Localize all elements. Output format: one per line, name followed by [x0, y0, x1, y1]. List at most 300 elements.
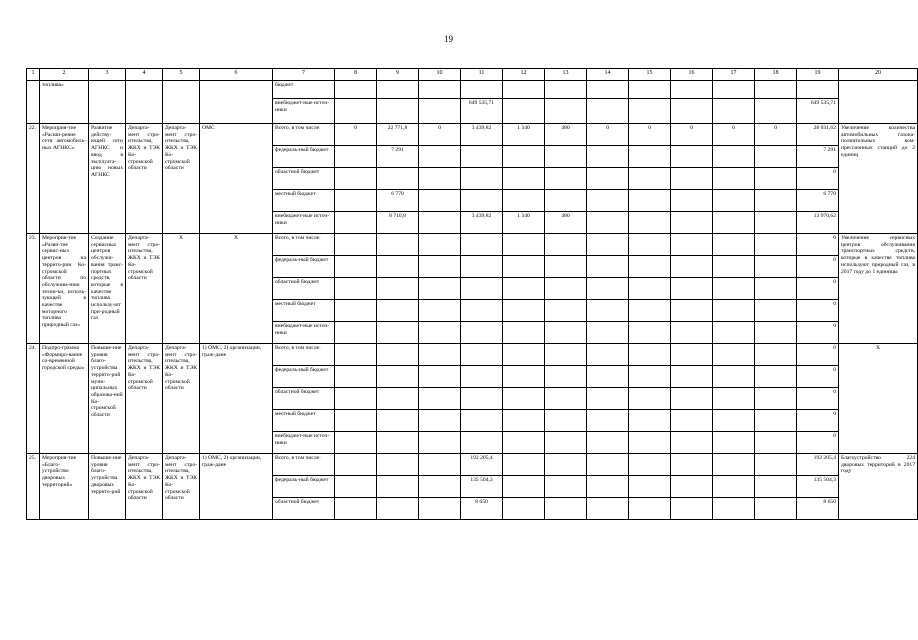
amount-cell: [713, 366, 755, 388]
amount-cell: [755, 410, 797, 432]
amount-cell: [713, 344, 755, 366]
amount-cell: [377, 454, 419, 476]
amount-cell: 0: [797, 410, 839, 432]
amount-cell: [713, 476, 755, 498]
amount-cell: [545, 146, 587, 168]
amount-cell: [419, 300, 461, 322]
amount-cell: [377, 366, 419, 388]
amount-cell: [629, 256, 671, 278]
amount-cell: 649 535,71: [797, 99, 839, 124]
amount-cell: [545, 168, 587, 190]
responsible-executor: [126, 81, 163, 124]
amount-cell: 0: [671, 124, 713, 146]
amount-cell: [587, 498, 629, 520]
amount-cell: [587, 322, 629, 344]
co-executor: Департа-мент стро-ительства, ЖКХ и ТЭК Ко-стромской области: [163, 344, 200, 454]
amount-cell: 135 504,3: [461, 476, 503, 498]
participants: 1) ОМС, 2) организации, граж-дане: [200, 454, 273, 520]
funding-source: федераль-ный бюджет: [273, 256, 335, 278]
column-number: 7: [273, 69, 335, 81]
amount-cell: [629, 300, 671, 322]
amount-cell: 0: [713, 124, 755, 146]
amount-cell: [629, 278, 671, 300]
amount-cell: [377, 99, 419, 124]
amount-cell: [545, 99, 587, 124]
co-executor: [163, 81, 200, 124]
co-executor: Департа-мент стро-ительства, ЖКХ и ТЭК Ко-стромской области: [163, 454, 200, 520]
amount-cell: [335, 432, 377, 454]
amount-cell: [587, 190, 629, 212]
amount-cell: [629, 81, 671, 99]
amount-cell: [671, 234, 713, 256]
amount-cell: 0: [797, 234, 839, 256]
amount-cell: [335, 300, 377, 322]
amount-cell: [461, 256, 503, 278]
participants: [200, 81, 273, 124]
amount-cell: [797, 81, 839, 99]
amount-cell: [713, 256, 755, 278]
amount-cell: [461, 366, 503, 388]
amount-cell: [671, 410, 713, 432]
amount-cell: [503, 454, 545, 476]
amount-cell: [503, 278, 545, 300]
amount-cell: [629, 344, 671, 366]
amount-cell: [419, 322, 461, 344]
amount-cell: [377, 256, 419, 278]
amount-cell: [755, 278, 797, 300]
amount-cell: 22 771,8: [377, 124, 419, 146]
amount-cell: 8 650: [461, 498, 503, 520]
amount-cell: [419, 190, 461, 212]
amount-cell: 0: [797, 168, 839, 190]
amount-cell: 0: [629, 124, 671, 146]
amount-cell: [377, 234, 419, 256]
amount-cell: [755, 234, 797, 256]
amount-cell: [755, 256, 797, 278]
amount-cell: [419, 498, 461, 520]
amount-cell: [629, 190, 671, 212]
responsible-executor: Департа-мент стро-ительства, ЖКХ и ТЭК Ко-стромской области: [126, 454, 163, 520]
amount-cell: [503, 498, 545, 520]
amount-cell: [755, 432, 797, 454]
amount-cell: 0: [797, 432, 839, 454]
amount-cell: [419, 454, 461, 476]
amount-cell: [629, 366, 671, 388]
amount-cell: [755, 300, 797, 322]
participants: ОМС: [200, 124, 273, 234]
row-number: [27, 81, 40, 124]
table-row: [27, 234, 918, 256]
amount-cell: 0: [587, 124, 629, 146]
amount-cell: [377, 498, 419, 520]
column-number: 1: [27, 69, 40, 81]
amount-cell: [713, 300, 755, 322]
amount-cell: [503, 322, 545, 344]
amount-cell: [629, 476, 671, 498]
amount-cell: [755, 322, 797, 344]
amount-cell: [671, 432, 713, 454]
amount-cell: [629, 388, 671, 410]
table-row: [27, 81, 918, 99]
amount-cell: [545, 322, 587, 344]
amount-cell: 0: [797, 322, 839, 344]
amount-cell: [713, 410, 755, 432]
amount-cell: [335, 322, 377, 344]
responsible-executor: Департа-мент стро-ительства, ЖКХ и ТЭК Ко-стромской области: [126, 234, 163, 344]
amount-cell: [545, 256, 587, 278]
amount-cell: 0: [755, 124, 797, 146]
program-table: [26, 68, 918, 520]
amount-cell: [587, 234, 629, 256]
amount-cell: [587, 454, 629, 476]
amount-cell: 0: [797, 256, 839, 278]
amount-cell: [503, 476, 545, 498]
amount-cell: [419, 366, 461, 388]
event-name: Подпро-грамма «Формиро-вание со-временной городской среды»: [40, 344, 89, 454]
event-name: Мероприя-тие «Расши-рение сети автомобиль-ных АГНКС»: [40, 124, 89, 234]
column-number: 17: [713, 69, 755, 81]
amount-cell: [713, 212, 755, 234]
amount-cell: [503, 388, 545, 410]
amount-cell: [629, 322, 671, 344]
responsible-executor: Департа-мент стро-ительства, ЖКХ и ТЭК Ко-стромской области: [126, 344, 163, 454]
amount-cell: [671, 278, 713, 300]
amount-cell: [335, 278, 377, 300]
column-number: 11: [461, 69, 503, 81]
amount-cell: [545, 388, 587, 410]
amount-cell: [755, 81, 797, 99]
row-number: 25.: [27, 454, 40, 520]
amount-cell: 6 770: [377, 190, 419, 212]
amount-cell: [755, 212, 797, 234]
amount-cell: 192 205,4: [461, 454, 503, 476]
participants: Х: [200, 234, 273, 344]
amount-cell: [461, 146, 503, 168]
amount-cell: [335, 146, 377, 168]
column-number: 18: [755, 69, 797, 81]
amount-cell: [713, 99, 755, 124]
amount-cell: [419, 278, 461, 300]
column-number: 4: [126, 69, 163, 81]
amount-cell: [545, 234, 587, 256]
amount-cell: [713, 278, 755, 300]
amount-cell: [545, 454, 587, 476]
amount-cell: 13 970,62: [797, 212, 839, 234]
amount-cell: 6 770: [797, 190, 839, 212]
table-row: [27, 344, 918, 366]
amount-cell: [503, 190, 545, 212]
amount-cell: [377, 432, 419, 454]
amount-cell: 480: [545, 124, 587, 146]
amount-cell: [461, 234, 503, 256]
event-goal: [89, 81, 126, 124]
amount-cell: [671, 388, 713, 410]
amount-cell: [629, 432, 671, 454]
amount-cell: [419, 234, 461, 256]
amount-cell: [461, 388, 503, 410]
amount-cell: [587, 81, 629, 99]
funding-source: областной бюджет: [273, 278, 335, 300]
funding-source: федераль-ный бюджет: [273, 146, 335, 168]
amount-cell: [335, 366, 377, 388]
amount-cell: [671, 498, 713, 520]
amount-cell: [419, 212, 461, 234]
amount-cell: [713, 146, 755, 168]
amount-cell: [755, 366, 797, 388]
column-number-row: [27, 69, 918, 81]
amount-cell: [587, 278, 629, 300]
amount-cell: 0: [797, 344, 839, 366]
amount-cell: [503, 81, 545, 99]
expected-result: [839, 81, 918, 124]
amount-cell: [587, 168, 629, 190]
amount-cell: [419, 410, 461, 432]
amount-cell: [503, 344, 545, 366]
amount-cell: [713, 190, 755, 212]
amount-cell: [671, 300, 713, 322]
amount-cell: [671, 212, 713, 234]
column-number: 10: [419, 69, 461, 81]
amount-cell: [629, 168, 671, 190]
event-goal: Повыше-ние уровня благо-устройства дворовых террито-рий: [89, 454, 126, 520]
funding-source: федераль-ный бюджет: [273, 366, 335, 388]
amount-cell: [755, 454, 797, 476]
amount-cell: [629, 212, 671, 234]
amount-cell: [629, 234, 671, 256]
funding-source: внебюджет-ные источ-ники: [273, 432, 335, 454]
amount-cell: [629, 454, 671, 476]
amount-cell: [503, 168, 545, 190]
amount-cell: [503, 410, 545, 432]
amount-cell: [545, 344, 587, 366]
amount-cell: [503, 366, 545, 388]
amount-cell: [335, 410, 377, 432]
funding-source: внебюджет-ные источ-ники: [273, 99, 335, 124]
amount-cell: [587, 476, 629, 498]
amount-cell: 28 031,62: [797, 124, 839, 146]
amount-cell: [461, 410, 503, 432]
funding-source: федераль-ный бюджет: [273, 476, 335, 498]
amount-cell: [545, 476, 587, 498]
amount-cell: [377, 476, 419, 498]
funding-source: местный бюджет: [273, 300, 335, 322]
event-goal: Развитие действу-ющей сети АГНКС и ввод в эксплуата-цию новых АГНКС: [89, 124, 126, 234]
row-number: 22.: [27, 124, 40, 234]
amount-cell: 1 340: [503, 124, 545, 146]
amount-cell: [377, 322, 419, 344]
amount-cell: [587, 344, 629, 366]
event-name: Мероприя-тие «Благо-устройство дворовых территорий»: [40, 454, 89, 520]
amount-cell: [755, 344, 797, 366]
amount-cell: 649 535,71: [461, 99, 503, 124]
co-executor: Департа-мент стро-ительства, ЖКХ и ТЭК Ко-стромской области: [163, 124, 200, 234]
amount-cell: [377, 300, 419, 322]
column-number: 3: [89, 69, 126, 81]
co-executor: Х: [163, 234, 200, 344]
amount-cell: [587, 256, 629, 278]
amount-cell: [587, 146, 629, 168]
amount-cell: [587, 300, 629, 322]
amount-cell: [335, 498, 377, 520]
amount-cell: [671, 476, 713, 498]
amount-cell: [335, 454, 377, 476]
expected-result: Благоустройство 224 дворовых территорий в 2017 году: [839, 454, 918, 520]
event-goal: Повыше-ние уровня благо-устройства террито-рий муни-ципальных образова-ний Ко-стромской области: [89, 344, 126, 454]
column-number: 16: [671, 69, 713, 81]
amount-cell: [377, 168, 419, 190]
amount-cell: [629, 498, 671, 520]
amount-cell: 0: [335, 124, 377, 146]
amount-cell: [503, 300, 545, 322]
amount-cell: [335, 190, 377, 212]
amount-cell: [503, 234, 545, 256]
amount-cell: 192 205,4: [797, 454, 839, 476]
column-number: 5: [163, 69, 200, 81]
amount-cell: [587, 99, 629, 124]
amount-cell: 8 650: [797, 498, 839, 520]
amount-cell: [671, 256, 713, 278]
amount-cell: [503, 99, 545, 124]
amount-cell: [503, 146, 545, 168]
column-number: 20: [839, 69, 918, 81]
amount-cell: [671, 344, 713, 366]
amount-cell: [713, 388, 755, 410]
amount-cell: [755, 168, 797, 190]
expected-result: Увеличение сервисных центров обслуживания транспортных средств, которые в качестве топлива используют природный газ, в 2017 году до 1 единицы: [839, 234, 918, 344]
funding-source: внебюджет-ные источ-ники: [273, 212, 335, 234]
amount-cell: [419, 432, 461, 454]
amount-cell: [671, 366, 713, 388]
amount-cell: [545, 278, 587, 300]
amount-cell: [419, 146, 461, 168]
amount-cell: 0: [797, 366, 839, 388]
column-number: 6: [200, 69, 273, 81]
amount-cell: [419, 388, 461, 410]
funding-source: местный бюджет: [273, 190, 335, 212]
amount-cell: 135 504,3: [797, 476, 839, 498]
amount-cell: 3 439,82: [461, 212, 503, 234]
amount-cell: [671, 454, 713, 476]
amount-cell: [419, 168, 461, 190]
amount-cell: [461, 300, 503, 322]
amount-cell: [335, 256, 377, 278]
funding-source: областной бюджет: [273, 168, 335, 190]
amount-cell: [461, 190, 503, 212]
column-number: 14: [587, 69, 629, 81]
funding-source: Всего, в том числе:: [273, 344, 335, 366]
column-number: 9: [377, 69, 419, 81]
funding-source: местный бюджет: [273, 410, 335, 432]
amount-cell: [587, 432, 629, 454]
amount-cell: [545, 410, 587, 432]
amount-cell: [587, 366, 629, 388]
amount-cell: [755, 99, 797, 124]
expected-result: Х: [839, 344, 918, 454]
amount-cell: 0: [797, 388, 839, 410]
amount-cell: [545, 300, 587, 322]
amount-cell: [377, 81, 419, 99]
responsible-executor: Департа-мент стро-ительства, ЖКХ и ТЭК Ко-стромской области: [126, 124, 163, 234]
funding-source: областной бюджет: [273, 498, 335, 520]
amount-cell: [587, 410, 629, 432]
amount-cell: 7 291: [797, 146, 839, 168]
amount-cell: [755, 190, 797, 212]
amount-cell: [545, 366, 587, 388]
column-number: 12: [503, 69, 545, 81]
amount-cell: [419, 99, 461, 124]
amount-cell: [461, 168, 503, 190]
amount-cell: [671, 81, 713, 99]
column-number: 15: [629, 69, 671, 81]
funding-source: Всего, в том числе:: [273, 234, 335, 256]
expected-result: Увеличение количества автомобильных газона-полнительных ком-прессионных станций до 2 единиц: [839, 124, 918, 234]
amount-cell: [671, 168, 713, 190]
amount-cell: [419, 81, 461, 99]
amount-cell: [335, 212, 377, 234]
amount-cell: [419, 476, 461, 498]
amount-cell: [335, 81, 377, 99]
row-number: 24.: [27, 344, 40, 454]
table-row: [27, 454, 918, 476]
amount-cell: [755, 388, 797, 410]
amount-cell: [629, 410, 671, 432]
amount-cell: [335, 388, 377, 410]
amount-cell: [629, 146, 671, 168]
amount-cell: [335, 476, 377, 498]
amount-cell: [335, 168, 377, 190]
amount-cell: [713, 498, 755, 520]
amount-cell: [755, 476, 797, 498]
amount-cell: [503, 432, 545, 454]
amount-cell: [713, 168, 755, 190]
amount-cell: [377, 410, 419, 432]
amount-cell: [587, 388, 629, 410]
amount-cell: [713, 81, 755, 99]
amount-cell: [629, 99, 671, 124]
amount-cell: 0: [419, 124, 461, 146]
amount-cell: 0: [797, 278, 839, 300]
event-name: Мероприя-тие «Разви-тие сервис-ных центров на террито-рии Ко-стромской области по обслужива-нию техни-ки, исполь-зующей в качестве моторного топлива природный газ»: [40, 234, 89, 344]
amount-cell: [335, 234, 377, 256]
amount-cell: [755, 146, 797, 168]
amount-cell: 0: [797, 300, 839, 322]
column-number: 2: [40, 69, 89, 81]
amount-cell: [713, 432, 755, 454]
amount-cell: [461, 344, 503, 366]
amount-cell: [545, 498, 587, 520]
amount-cell: [671, 99, 713, 124]
amount-cell: [461, 322, 503, 344]
amount-cell: [419, 256, 461, 278]
amount-cell: 480: [545, 212, 587, 234]
amount-cell: 1 340: [503, 212, 545, 234]
amount-cell: [461, 432, 503, 454]
page-number: 19: [444, 34, 453, 44]
amount-cell: [461, 81, 503, 99]
column-number: 13: [545, 69, 587, 81]
amount-cell: 8 710,8: [377, 212, 419, 234]
amount-cell: [377, 278, 419, 300]
amount-cell: [671, 190, 713, 212]
amount-cell: [671, 322, 713, 344]
event-name: топлива»: [40, 81, 89, 124]
amount-cell: [335, 344, 377, 366]
amount-cell: [713, 454, 755, 476]
amount-cell: 3 439,82: [461, 124, 503, 146]
funding-source: Всего, в том числе:: [273, 124, 335, 146]
amount-cell: [587, 212, 629, 234]
funding-source: бюджет: [273, 81, 335, 99]
